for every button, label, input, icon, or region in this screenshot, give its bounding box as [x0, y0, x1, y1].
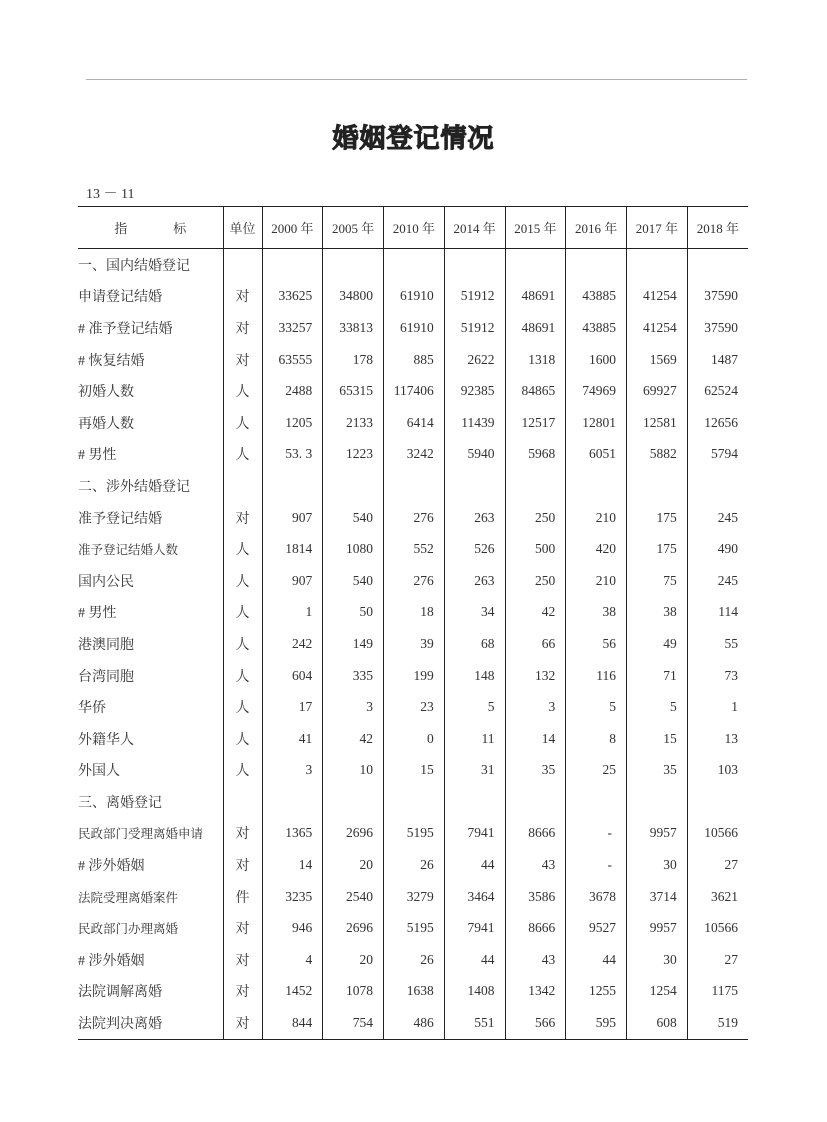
- cell-value: 608: [627, 1007, 688, 1039]
- cell-value: [505, 786, 566, 818]
- cell-value: 42: [505, 597, 566, 629]
- cell-value: 946: [262, 912, 323, 944]
- row-indicator-label: 民政部门受理离婚申请: [78, 827, 204, 842]
- row-unit: 对: [223, 849, 262, 881]
- cell-value: 9957: [627, 818, 688, 850]
- row-unit: 对: [223, 944, 262, 976]
- section-title: 三、离婚登记: [78, 795, 162, 811]
- cell-value: 1078: [323, 976, 384, 1008]
- cell-value: 75: [627, 565, 688, 597]
- cell-value: 5940: [444, 439, 505, 471]
- cell-value: 245: [687, 502, 748, 534]
- cell-value: 27: [687, 849, 748, 881]
- cell-value: 1365: [262, 818, 323, 850]
- cell-value: 103: [687, 755, 748, 787]
- header-year: 2015 年: [505, 207, 566, 249]
- row-unit: 人: [223, 439, 262, 471]
- row-indicator-label: # 涉外婚姻: [78, 953, 145, 969]
- cell-value: 84865: [505, 375, 566, 407]
- cell-value: [323, 249, 384, 281]
- cell-value: 74969: [566, 375, 627, 407]
- cell-value: [384, 470, 445, 502]
- row-indicator-label: 外国人: [78, 764, 120, 780]
- cell-value: 51912: [444, 312, 505, 344]
- cell-value: 1814: [262, 533, 323, 565]
- cell-value: 62524: [687, 375, 748, 407]
- row-unit: [223, 249, 262, 281]
- cell-value: 149: [323, 628, 384, 660]
- row-indicator-label: 申请登记结婚: [78, 290, 162, 306]
- cell-value: 148: [444, 660, 505, 692]
- cell-value: 3242: [384, 439, 445, 471]
- row-indicator-label: 再婚人数: [78, 416, 134, 432]
- cell-value: 1: [687, 691, 748, 723]
- header-year: 2018 年: [687, 207, 748, 249]
- header-year: 2016 年: [566, 207, 627, 249]
- cell-value: 25: [566, 755, 627, 787]
- cell-value: 526: [444, 533, 505, 565]
- cell-value: 1600: [566, 344, 627, 376]
- section-title: 一、国内结婚登记: [78, 258, 190, 274]
- cell-value: 907: [262, 565, 323, 597]
- cell-value: 43885: [566, 281, 627, 313]
- cell-value: 65315: [323, 375, 384, 407]
- cell-value: 11439: [444, 407, 505, 439]
- row-indicator-label: 民政部门办理离婚: [78, 922, 179, 937]
- cell-value: 3279: [384, 881, 445, 913]
- cell-value: 1342: [505, 976, 566, 1008]
- cell-value: 49: [627, 628, 688, 660]
- cell-value: 263: [444, 502, 505, 534]
- cell-value: 71: [627, 660, 688, 692]
- cell-value: 1569: [627, 344, 688, 376]
- cell-value: 250: [505, 502, 566, 534]
- cell-value: 11: [444, 723, 505, 755]
- cell-value: 199: [384, 660, 445, 692]
- cell-value: [505, 249, 566, 281]
- cell-value: 2540: [323, 881, 384, 913]
- cell-value: 754: [323, 1007, 384, 1039]
- cell-value: 1205: [262, 407, 323, 439]
- row-unit: 对: [223, 344, 262, 376]
- row-indicator-label: # 恢复结婚: [78, 353, 145, 369]
- cell-value: 18: [384, 597, 445, 629]
- cell-value: 3678: [566, 881, 627, 913]
- cell-value: 20: [323, 944, 384, 976]
- table-row: [78, 849, 748, 881]
- cell-value: 250: [505, 565, 566, 597]
- cell-value: 0: [384, 723, 445, 755]
- cell-value: 30: [627, 849, 688, 881]
- table-row: [78, 439, 748, 471]
- cell-value: [323, 786, 384, 818]
- cell-value: 26: [384, 849, 445, 881]
- cell-value: 55: [687, 628, 748, 660]
- table-row: [78, 565, 748, 597]
- cell-value: 2622: [444, 344, 505, 376]
- cell-value: 7941: [444, 818, 505, 850]
- header-year: 2005 年: [323, 207, 384, 249]
- cell-value: 519: [687, 1007, 748, 1039]
- header-row: [78, 207, 748, 249]
- cell-value: 17: [262, 691, 323, 723]
- cell-value: 41254: [627, 312, 688, 344]
- row-indicator-label: 法院判决离婚: [78, 1007, 223, 1039]
- cell-value: [262, 470, 323, 502]
- section-header-row: [78, 470, 748, 502]
- table-row: [78, 660, 748, 692]
- table-row: [78, 502, 748, 534]
- cell-value: 69927: [627, 375, 688, 407]
- cell-value: 9527: [566, 912, 627, 944]
- cell-value: 540: [323, 502, 384, 534]
- cell-value: 3: [323, 691, 384, 723]
- cell-value: 1223: [323, 439, 384, 471]
- cell-value: [505, 470, 566, 502]
- row-unit: 对: [223, 818, 262, 850]
- table-row: [78, 533, 748, 565]
- cell-value: 43: [505, 849, 566, 881]
- cell-value: 276: [384, 565, 445, 597]
- section-title: 二、涉外结婚登记: [78, 479, 190, 495]
- cell-value: 1408: [444, 976, 505, 1008]
- cell-value: 50: [323, 597, 384, 629]
- cell-value: 5195: [384, 912, 445, 944]
- cell-value: 245: [687, 565, 748, 597]
- cell-value: 27: [687, 944, 748, 976]
- cell-value: 51912: [444, 281, 505, 313]
- row-unit: 对: [223, 912, 262, 944]
- row-unit: 人: [223, 407, 262, 439]
- row-indicator-label: 台湾同胞: [78, 669, 134, 685]
- cell-value: 42: [323, 723, 384, 755]
- cell-value: 41254: [627, 281, 688, 313]
- cell-value: 33257: [262, 312, 323, 344]
- row-unit: 对: [223, 976, 262, 1008]
- cell-value: 178: [323, 344, 384, 376]
- cell-value: 15: [627, 723, 688, 755]
- cell-value: 2696: [323, 818, 384, 850]
- table-row: [78, 312, 748, 344]
- cell-value: [444, 249, 505, 281]
- cell-value: 486: [384, 1007, 445, 1039]
- cell-value: 844: [262, 1007, 323, 1039]
- cell-value: 44: [444, 944, 505, 976]
- cell-value: 10566: [687, 912, 748, 944]
- cell-value: 12517: [505, 407, 566, 439]
- row-unit: [223, 470, 262, 502]
- cell-value: 14: [505, 723, 566, 755]
- cell-value: 66: [505, 628, 566, 660]
- header-year: 2010 年: [384, 207, 445, 249]
- cell-value: 5: [444, 691, 505, 723]
- cell-value: 1080: [323, 533, 384, 565]
- cell-value: 9957: [627, 912, 688, 944]
- row-unit: 人: [223, 375, 262, 407]
- cell-value: 2133: [323, 407, 384, 439]
- cell-value: 885: [384, 344, 445, 376]
- cell-value: -: [566, 818, 627, 850]
- cell-value: 2696: [323, 912, 384, 944]
- cell-value: 14: [262, 849, 323, 881]
- table-row: [78, 912, 748, 944]
- row-indicator-label: # 男性: [78, 606, 117, 622]
- table-body: [78, 249, 748, 1040]
- table-number: 13 － 11: [86, 187, 135, 202]
- cell-value: 3714: [627, 881, 688, 913]
- row-indicator-label: 港澳同胞: [78, 637, 134, 653]
- cell-value: 44: [566, 944, 627, 976]
- cell-value: 551: [444, 1007, 505, 1039]
- cell-value: [444, 470, 505, 502]
- cell-value: [323, 470, 384, 502]
- cell-value: 48691: [505, 281, 566, 313]
- cell-value: 1254: [627, 976, 688, 1008]
- cell-value: 117406: [384, 375, 445, 407]
- row-indicator-label: 法院调解离婚: [78, 985, 162, 1001]
- cell-value: 907: [262, 502, 323, 534]
- cell-value: 540: [323, 565, 384, 597]
- cell-value: 276: [384, 502, 445, 534]
- cell-value: 35: [627, 755, 688, 787]
- cell-value: 1: [262, 597, 323, 629]
- marriage-registration-table: [78, 206, 748, 1040]
- row-unit: 人: [223, 597, 262, 629]
- cell-value: 3586: [505, 881, 566, 913]
- cell-value: 12581: [627, 407, 688, 439]
- cell-value: 30: [627, 944, 688, 976]
- row-unit: 对: [223, 312, 262, 344]
- row-unit: 人: [223, 660, 262, 692]
- cell-value: 26: [384, 944, 445, 976]
- cell-value: 33813: [323, 312, 384, 344]
- cell-value: 175: [627, 533, 688, 565]
- cell-value: 13: [687, 723, 748, 755]
- table-row: [78, 881, 748, 913]
- cell-value: [384, 786, 445, 818]
- row-indicator-label: # 准予登记结婚: [78, 321, 173, 337]
- cell-value: 33625: [262, 281, 323, 313]
- table-row: [78, 407, 748, 439]
- cell-value: 335: [323, 660, 384, 692]
- cell-value: 43: [505, 944, 566, 976]
- row-unit: 人: [223, 755, 262, 787]
- cell-value: 8666: [505, 818, 566, 850]
- row-unit: 件: [223, 881, 262, 913]
- cell-value: 132: [505, 660, 566, 692]
- row-unit: 对: [223, 1007, 262, 1039]
- cell-value: 20: [323, 849, 384, 881]
- row-unit: 人: [223, 723, 262, 755]
- row-indicator-label: 准予登记结婚: [78, 511, 162, 527]
- cell-value: 114: [687, 597, 748, 629]
- cell-value: 175: [627, 502, 688, 534]
- cell-value: 12801: [566, 407, 627, 439]
- row-unit: 人: [223, 565, 262, 597]
- cell-value: 1318: [505, 344, 566, 376]
- table-row: [78, 375, 748, 407]
- cell-value: 61910: [384, 281, 445, 313]
- cell-value: [262, 786, 323, 818]
- cell-value: 68: [444, 628, 505, 660]
- cell-value: 38: [627, 597, 688, 629]
- table-row: [78, 691, 748, 723]
- cell-value: 61910: [384, 312, 445, 344]
- section-header-row: [78, 786, 748, 818]
- cell-value: [262, 249, 323, 281]
- cell-value: 604: [262, 660, 323, 692]
- cell-value: 5882: [627, 439, 688, 471]
- cell-value: 210: [566, 502, 627, 534]
- cell-value: [687, 249, 748, 281]
- cell-value: [627, 249, 688, 281]
- cell-value: 34: [444, 597, 505, 629]
- row-unit: [223, 786, 262, 818]
- cell-value: 4: [262, 944, 323, 976]
- cell-value: [566, 249, 627, 281]
- cell-value: [566, 470, 627, 502]
- cell-value: 595: [566, 1007, 627, 1039]
- cell-value: 44: [444, 849, 505, 881]
- cell-value: [566, 786, 627, 818]
- cell-value: 490: [687, 533, 748, 565]
- table-row: [78, 628, 748, 660]
- cell-value: 3: [262, 755, 323, 787]
- cell-value: 6414: [384, 407, 445, 439]
- cell-value: 3: [505, 691, 566, 723]
- cell-value: 56: [566, 628, 627, 660]
- cell-value: 41: [262, 723, 323, 755]
- cell-value: 566: [505, 1007, 566, 1039]
- cell-value: 8666: [505, 912, 566, 944]
- row-unit: 对: [223, 281, 262, 313]
- cell-value: 5195: [384, 818, 445, 850]
- row-indicator-label: 外籍华人: [78, 732, 134, 748]
- cell-value: 8: [566, 723, 627, 755]
- header-indicator-part: 标: [173, 221, 187, 236]
- table-row: [78, 597, 748, 629]
- cell-value: 5794: [687, 439, 748, 471]
- cell-value: 1255: [566, 976, 627, 1008]
- page-title: 婚姻登记情况: [332, 124, 495, 154]
- row-indicator-label: 准予登记结婚人数: [78, 543, 179, 558]
- cell-value: 500: [505, 533, 566, 565]
- cell-value: 12656: [687, 407, 748, 439]
- cell-value: [687, 786, 748, 818]
- table-row: [78, 344, 748, 376]
- cell-value: 242: [262, 628, 323, 660]
- cell-value: 2488: [262, 375, 323, 407]
- cell-value: 3621: [687, 881, 748, 913]
- cell-value: [687, 470, 748, 502]
- cell-value: [627, 786, 688, 818]
- cell-value: 31: [444, 755, 505, 787]
- cell-value: 6051: [566, 439, 627, 471]
- cell-value: -: [566, 849, 627, 881]
- row-indicator-label: 法院受理离婚案件: [78, 890, 179, 905]
- cell-value: 1452: [262, 976, 323, 1008]
- cell-value: 38: [566, 597, 627, 629]
- table-row: [78, 818, 748, 850]
- cell-value: 420: [566, 533, 627, 565]
- cell-value: 34800: [323, 281, 384, 313]
- cell-value: 10: [323, 755, 384, 787]
- cell-value: 39: [384, 628, 445, 660]
- header-indicator-part: 指: [114, 221, 128, 236]
- cell-value: 5: [627, 691, 688, 723]
- cell-value: 5968: [505, 439, 566, 471]
- cell-value: 23: [384, 691, 445, 723]
- cell-value: 1487: [687, 344, 748, 376]
- cell-value: 37590: [687, 312, 748, 344]
- header-year: 2017 年: [627, 207, 688, 249]
- header-unit: 单位: [223, 207, 262, 249]
- cell-value: [627, 470, 688, 502]
- row-indicator-label: # 涉外婚姻: [78, 859, 145, 875]
- cell-value: 53. 3: [262, 439, 323, 471]
- cell-value: 48691: [505, 312, 566, 344]
- cell-value: 37590: [687, 281, 748, 313]
- cell-value: 1638: [384, 976, 445, 1008]
- cell-value: 3235: [262, 881, 323, 913]
- table-row: [78, 944, 748, 976]
- table-row: [78, 281, 748, 313]
- cell-value: [384, 249, 445, 281]
- row-unit: 对: [223, 502, 262, 534]
- row-unit: 人: [223, 628, 262, 660]
- table-row: [78, 976, 748, 1008]
- row-unit: 人: [223, 533, 262, 565]
- row-indicator-label: 国内公民: [78, 574, 134, 590]
- header-indicator: [78, 207, 223, 249]
- row-indicator-label: 初婚人数: [78, 385, 134, 401]
- cell-value: 1175: [687, 976, 748, 1008]
- cell-value: 263: [444, 565, 505, 597]
- cell-value: [444, 786, 505, 818]
- cell-value: 10566: [687, 818, 748, 850]
- row-indicator-label: # 男性: [78, 448, 117, 464]
- table-row: [78, 1007, 748, 1039]
- cell-value: 92385: [444, 375, 505, 407]
- cell-value: 7941: [444, 912, 505, 944]
- cell-value: 552: [384, 533, 445, 565]
- cell-value: 63555: [262, 344, 323, 376]
- cell-value: 35: [505, 755, 566, 787]
- cell-value: 73: [687, 660, 748, 692]
- section-header-row: [78, 249, 748, 281]
- header-year: 2014 年: [444, 207, 505, 249]
- table-row: [78, 755, 748, 787]
- cell-value: 15: [384, 755, 445, 787]
- table-row: [78, 723, 748, 755]
- cell-value: 5: [566, 691, 627, 723]
- row-unit: 人: [223, 691, 262, 723]
- cell-value: 210: [566, 565, 627, 597]
- cell-value: 43885: [566, 312, 627, 344]
- row-indicator-label: 华侨: [78, 701, 106, 717]
- header-year: 2000 年: [262, 207, 323, 249]
- cell-value: 116: [566, 660, 627, 692]
- page-header-rule: [86, 79, 747, 80]
- cell-value: 3464: [444, 881, 505, 913]
